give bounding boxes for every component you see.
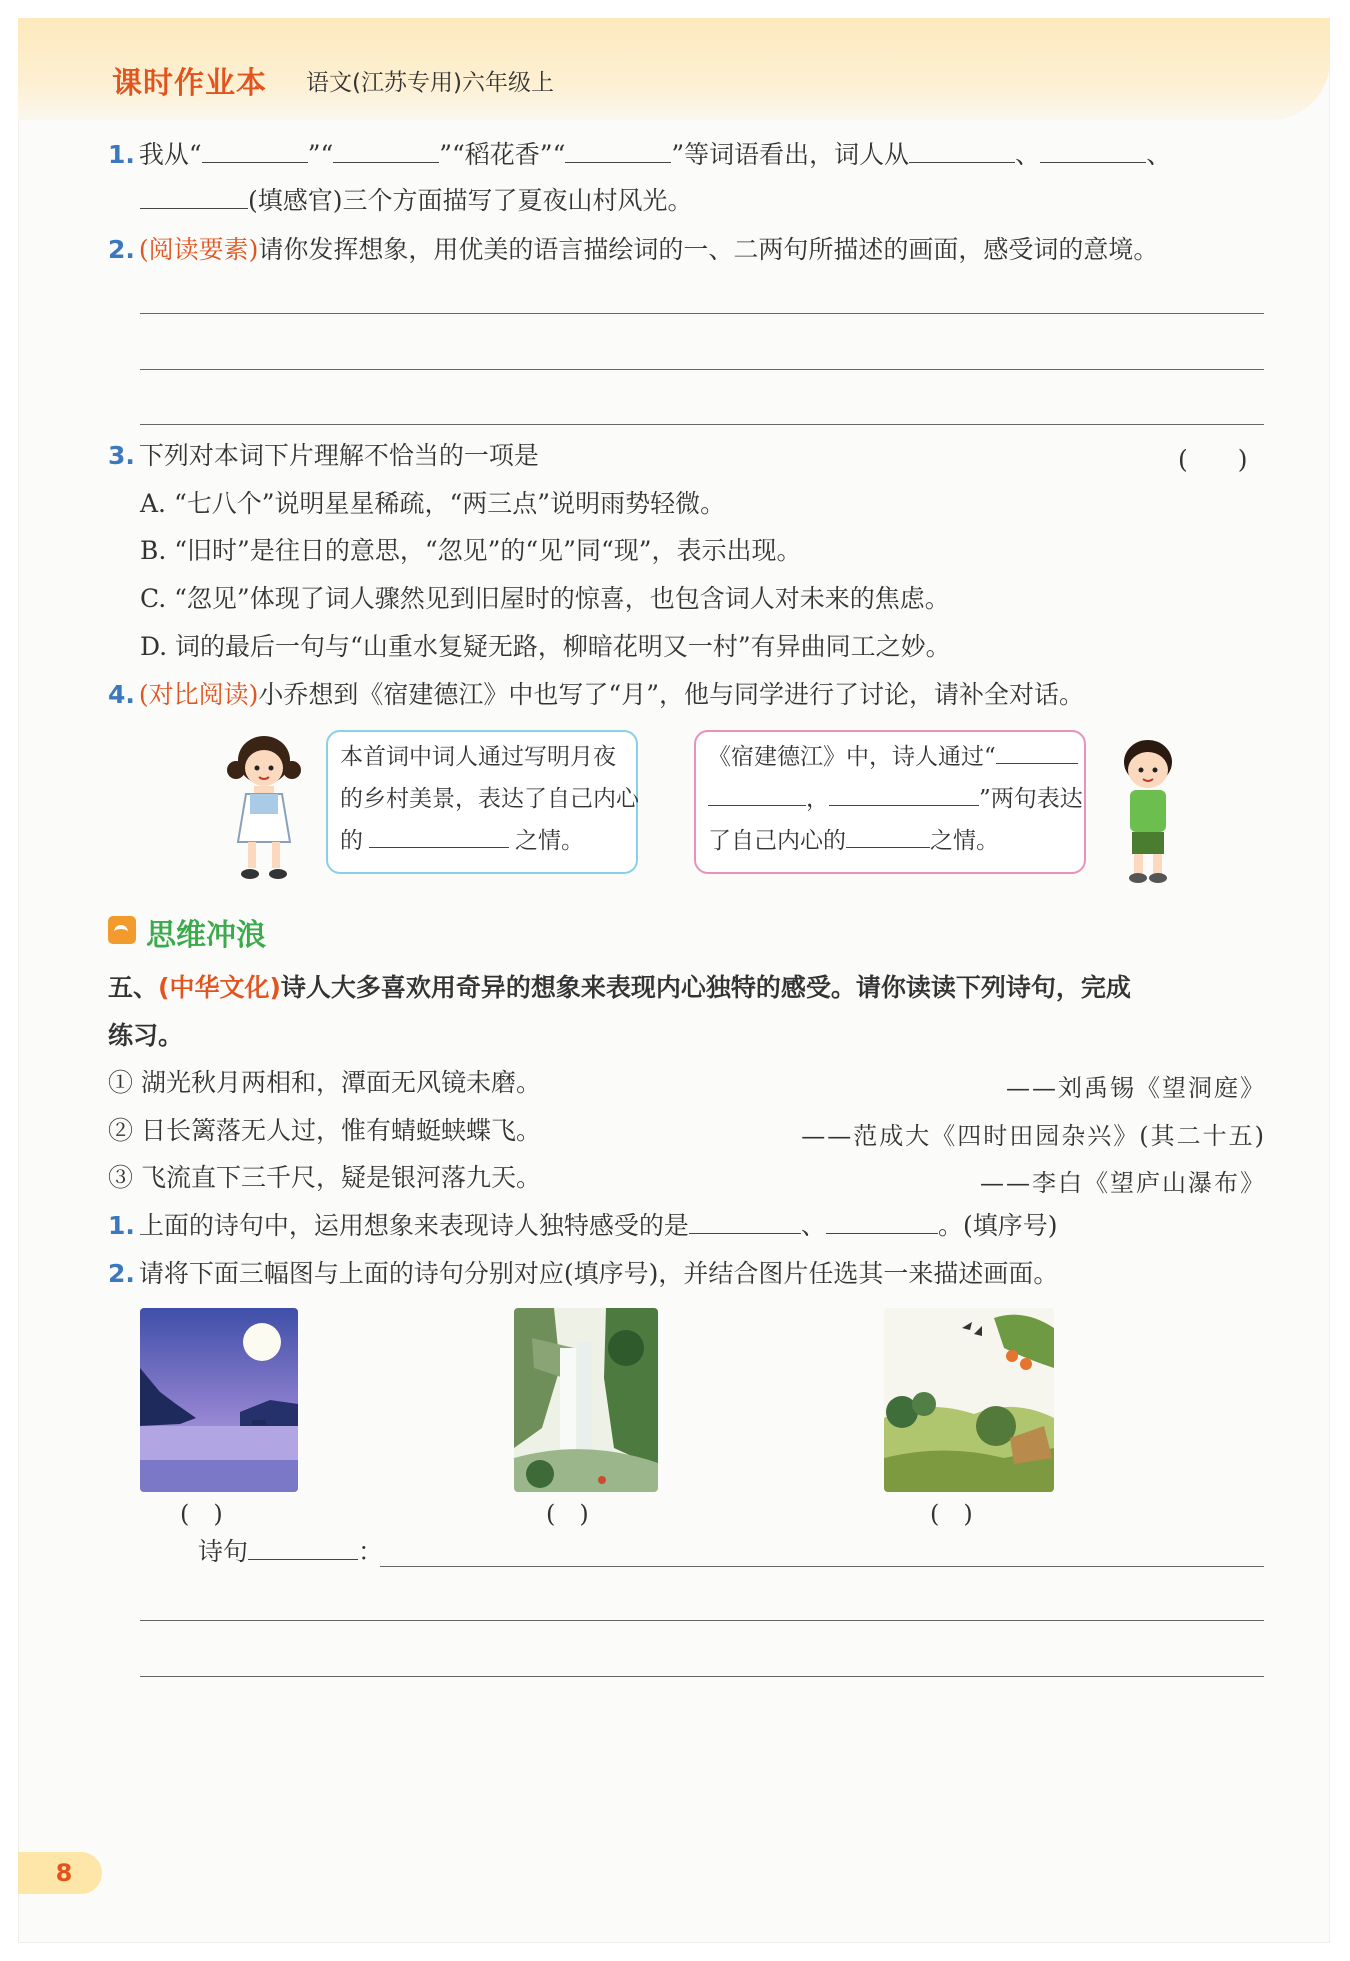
answer-blank[interactable] — [708, 782, 806, 806]
writing-line[interactable] — [140, 424, 1264, 425]
book-subtitle: 语文(江苏专用)六年级上 — [306, 70, 554, 96]
option-a[interactable]: A. “七八个”说明星星稀疏，“两三点”说明雨势轻微。 — [140, 489, 726, 518]
writing-line[interactable] — [140, 1620, 1264, 1621]
question-number: 4. — [108, 680, 135, 709]
option-d[interactable]: D. 词的最后一句与“山重水复疑无路，柳暗花明又一村”有异曲同工之妙。 — [140, 632, 951, 661]
question-number: 3. — [108, 441, 135, 470]
poem-line: ③ 飞流直下三千尺，疑是银河落九天。 — [108, 1163, 541, 1192]
question-3 — [108, 440, 539, 472]
question-text: 下列对本词下片理解不恰当的一项是 — [138, 441, 539, 470]
answer-blank[interactable] — [333, 139, 439, 163]
bubble-line — [708, 820, 1072, 862]
question-number: 2. — [108, 1259, 135, 1288]
bubble-text: ， — [806, 786, 829, 812]
boy-speech-bubble — [694, 730, 1086, 874]
answer-colon: ： — [358, 1537, 384, 1566]
answer-blank[interactable] — [565, 139, 671, 163]
answer-label: 诗句 — [198, 1537, 249, 1566]
sub-question-1 — [108, 1210, 1057, 1242]
section-title: 思维冲浪 — [146, 918, 266, 953]
bubble-line — [708, 736, 1072, 778]
answer-blank[interactable] — [829, 782, 979, 806]
bubble-line — [708, 778, 1083, 820]
question-5-intro — [108, 972, 1131, 1004]
question-text: 、 — [800, 1211, 826, 1240]
question-text: 小乔想到《宿建德江》中也写了“月”，他与同学进行了讨论，请补全对话。 — [258, 680, 1084, 709]
bubble-text: 《宿建德江》中，诗人通过“ — [708, 744, 996, 770]
writing-line[interactable] — [140, 313, 1264, 314]
bubble-line: 本首词中词人通过写明月夜 — [340, 744, 616, 770]
poem-line: ① 湖光秋月两相和，潭面无风镜未磨。 — [108, 1068, 541, 1097]
answer-blank[interactable] — [248, 1536, 358, 1560]
poem-source: ——李白《望庐山瀑布》 — [980, 1169, 1266, 1197]
question-text: 。(填序号) — [937, 1211, 1058, 1240]
sub-question-2 — [108, 1258, 1058, 1290]
poem-source: ——刘禹锡《望洞庭》 — [1006, 1074, 1266, 1102]
girl-speech-bubble — [326, 730, 638, 874]
waterfall-picture[interactable] — [514, 1308, 658, 1492]
q1-text: 、 — [1146, 140, 1172, 169]
question-number: 2. — [108, 235, 135, 264]
bubble-text: 之情。 — [930, 828, 999, 854]
writing-line[interactable] — [380, 1566, 1264, 1567]
poem-line: ② 日长篱落无人过，惟有蜻蜓蛱蝶飞。 — [108, 1116, 541, 1145]
question-2 — [108, 234, 1158, 266]
section-icon — [108, 916, 136, 944]
bubble-text: 的 — [340, 828, 363, 854]
poem-source: ——范成大《四时田园杂兴》(其二十五) — [801, 1122, 1266, 1150]
bubble-text: 之情。 — [515, 828, 584, 854]
question-1 — [108, 139, 1171, 171]
moon-lake-picture[interactable] — [140, 1308, 298, 1492]
q1-text: ”“稻花香”“ — [439, 140, 566, 169]
q1-text: ”等词语看出，词人从 — [671, 140, 910, 169]
answer-blank[interactable] — [689, 1210, 801, 1234]
option-c[interactable]: C. “忽见”体现了词人骤然见到旧屋时的惊喜，也包含词人对未来的焦虑。 — [140, 584, 950, 613]
bubble-text: ”两句表达 — [979, 786, 1083, 812]
q1-text: (填感官)三个方面描写了夏夜山村风光。 — [248, 186, 693, 215]
boy-illustration — [1108, 736, 1188, 886]
answer-blank[interactable] — [140, 185, 248, 209]
answer-blank[interactable] — [1040, 139, 1146, 163]
question-text: 请将下面三幅图与上面的诗句分别对应(填序号)，并结合图片任选其一来描述画面。 — [138, 1259, 1059, 1288]
answer-parentheses[interactable]: () — [180, 1500, 247, 1528]
option-b[interactable]: B. “旧时”是往日的意思，“忽见”的“见”同“现”，表示出现。 — [140, 536, 802, 565]
question-number: 1. — [108, 1211, 135, 1240]
answer-blank[interactable] — [369, 824, 509, 848]
bubble-text: 了自己内心的 — [708, 828, 846, 854]
question-5-intro-cont: 练习。 — [108, 1021, 184, 1050]
question-4 — [108, 679, 1084, 711]
question-tag: (对比阅读) — [138, 680, 259, 709]
writing-line[interactable] — [140, 369, 1264, 370]
answer-blank[interactable] — [996, 740, 1078, 764]
q1-text: 我从“ — [138, 140, 202, 169]
answer-blank[interactable] — [909, 139, 1015, 163]
intro-text: 五、 — [108, 973, 159, 1002]
page-number: 8 — [18, 1852, 102, 1894]
girl-illustration — [224, 734, 304, 884]
answer-blank[interactable] — [202, 139, 308, 163]
answer-parentheses[interactable]: () — [546, 1500, 613, 1528]
question-text: 请你发挥想象，用优美的语言描绘词的一、二两句所描述的画面，感受词的意境。 — [258, 235, 1159, 264]
answer-blank[interactable] — [846, 824, 930, 848]
question-tag: (中华文化) — [158, 973, 281, 1002]
bubble-line — [340, 820, 624, 862]
answer-parentheses[interactable]: ( ) — [1178, 445, 1248, 474]
countryside-picture[interactable] — [884, 1308, 1054, 1492]
question-number: 1. — [108, 140, 135, 169]
question-text: 上面的诗句中，运用想象来表现诗人独特感受的是 — [138, 1211, 689, 1240]
question-1-cont — [140, 185, 693, 217]
q1-text: 、 — [1015, 140, 1041, 169]
intro-text: 诗人大多喜欢用奇异的想象来表现内心独特的感受。请你读读下列诗句，完成 — [280, 973, 1131, 1002]
book-brand: 课时作业本 — [112, 66, 267, 101]
poem-answer-row — [198, 1536, 383, 1568]
bubble-line: 的乡村美景，表达了自己内心 — [340, 786, 639, 812]
answer-blank[interactable] — [826, 1210, 938, 1234]
question-tag: (阅读要素) — [138, 235, 259, 264]
q1-text: ”“ — [307, 140, 334, 169]
answer-parentheses[interactable]: () — [930, 1500, 997, 1528]
writing-line[interactable] — [140, 1676, 1264, 1677]
